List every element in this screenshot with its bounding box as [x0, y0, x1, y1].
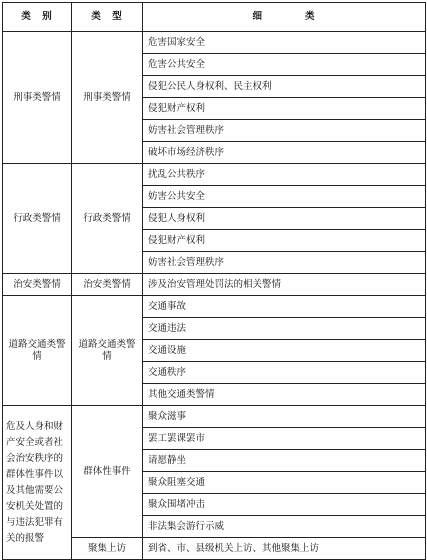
detail-cell: 交通秩序	[143, 362, 426, 384]
type-cell: 聚集上访	[72, 538, 143, 560]
table-row	[3, 274, 426, 296]
detail-cell: 侵犯财产权利	[143, 230, 426, 252]
category-cell: 行政类警情	[3, 164, 72, 274]
header-row	[3, 3, 426, 32]
detail-cell: 非法集会游行示威	[143, 516, 426, 538]
detail-cell: 妨害社会管理秩序	[143, 120, 426, 142]
detail-cell: 妨害社会管理秩序	[143, 252, 426, 274]
table-row	[3, 164, 426, 186]
detail-cell: 到省、市、县级机关上访、其他聚集上访	[143, 538, 426, 560]
header-detail: 细 类	[143, 3, 426, 32]
type-cell: 行政类警情	[72, 164, 143, 274]
category-cell: 刑事类警情	[3, 32, 72, 164]
police-incident-classification-table	[2, 2, 426, 560]
category-cell: 治安类警情	[3, 274, 72, 296]
detail-cell: 侵犯人身权利	[143, 208, 426, 230]
header-category: 类 别	[3, 3, 72, 32]
detail-cell: 聚众阻塞交通	[143, 472, 426, 494]
table-row	[3, 32, 426, 54]
detail-cell: 妨害公共安全	[143, 186, 426, 208]
detail-cell: 危害公共安全	[143, 54, 426, 76]
header-type: 类 型	[72, 3, 143, 32]
detail-cell: 涉及治安管理处罚法的相关警情	[143, 274, 426, 296]
detail-cell: 侵犯财产权利	[143, 98, 426, 120]
type-cell: 治安类警情	[72, 274, 143, 296]
table-row	[3, 296, 426, 318]
detail-cell: 破坏市场经济秩序	[143, 142, 426, 164]
detail-cell: 侵犯公民人身权利、民主权利	[143, 76, 426, 98]
detail-cell: 聚众滋事	[143, 406, 426, 428]
category-cell: 道路交通类警情	[3, 296, 72, 406]
detail-cell: 请愿静坐	[143, 450, 426, 472]
detail-cell: 危害国家安全	[143, 32, 426, 54]
detail-cell: 罢工罢课罢市	[143, 428, 426, 450]
table-row	[3, 406, 426, 428]
detail-cell: 交通事故	[143, 296, 426, 318]
detail-cell: 交通违法	[143, 318, 426, 340]
detail-cell: 交通设施	[143, 340, 426, 362]
detail-cell: 扰乱公共秩序	[143, 164, 426, 186]
category-cell: 危及人身和财产安全或者社会治安秩序的群体性事件以及其他需要公安机关处置的与违法犯罪有关的报警	[3, 406, 72, 560]
type-cell: 刑事类警情	[72, 32, 143, 164]
detail-cell: 聚众围堵冲击	[143, 494, 426, 516]
type-cell: 群体性事件	[72, 406, 143, 538]
detail-cell: 其他交通类警情	[143, 384, 426, 406]
type-cell: 道路交通类警情	[72, 296, 143, 406]
